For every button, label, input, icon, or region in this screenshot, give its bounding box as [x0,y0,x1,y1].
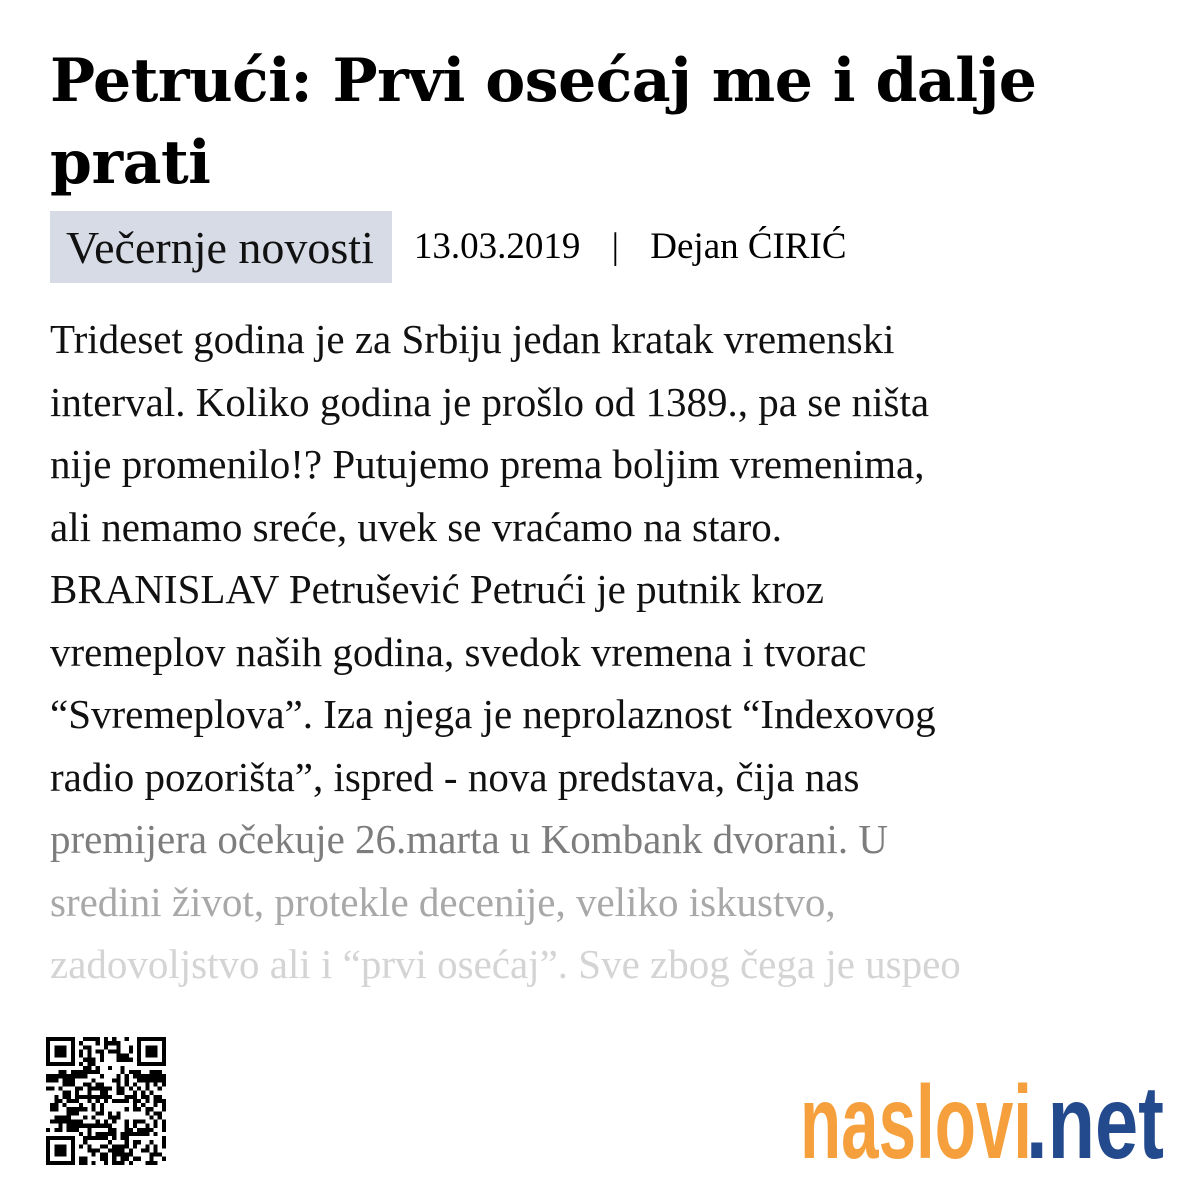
source-badge[interactable]: Večernje novosti [50,211,392,283]
body-line: nije promenilo!? Putujemo prema boljim vremenima, [50,441,925,487]
meta-separator: | [611,226,620,267]
body-line: interval. Koliko godina je prošlo od 1389., pa se ništa [50,378,930,425]
date-author-line [414,225,847,268]
body-line-faded: sredini život, protekle decenije, veliko iskustvo, [50,878,836,925]
body-line: “Svremeplova”. Iza njega je neprolaznost “Indexovog [50,691,936,737]
body-line: vremeplov naših godina, svedok vremena i tvorac [50,628,867,675]
article-headline: Petrući: Prvi osećaj me i dalje prati [50,46,1037,198]
body-line: radio pozorišta”, ispred - nova predstava, čija nas [50,753,860,800]
article-meta [50,211,847,283]
logo-main-text: naslovi [800,1065,1032,1170]
qr-code-icon[interactable] [46,1037,166,1165]
naslovi-net-logo[interactable] [800,1060,1170,1170]
logo-tld-text: .net [1026,1065,1164,1170]
body-line-faded: zadovoljstvo ali i “prvi osećaj”. Sve zbog čega je uspeo [50,941,961,987]
body-line: Trideset godina je za Srbiju jedan kratak vremenski [50,316,895,362]
article-author: Dejan ĆIRIĆ [650,226,847,267]
body-line-faded: premijera očekuje 26.marta u Kombank dvorani. U [50,816,888,862]
article-body [50,308,1160,996]
article-date: 13.03.2019 [413,226,581,267]
body-line: BRANISLAV Petrušević Petrući je putnik kroz [50,566,824,612]
body-line: ali nemamo sreće, uvek se vraćamo na staro. [50,503,782,550]
